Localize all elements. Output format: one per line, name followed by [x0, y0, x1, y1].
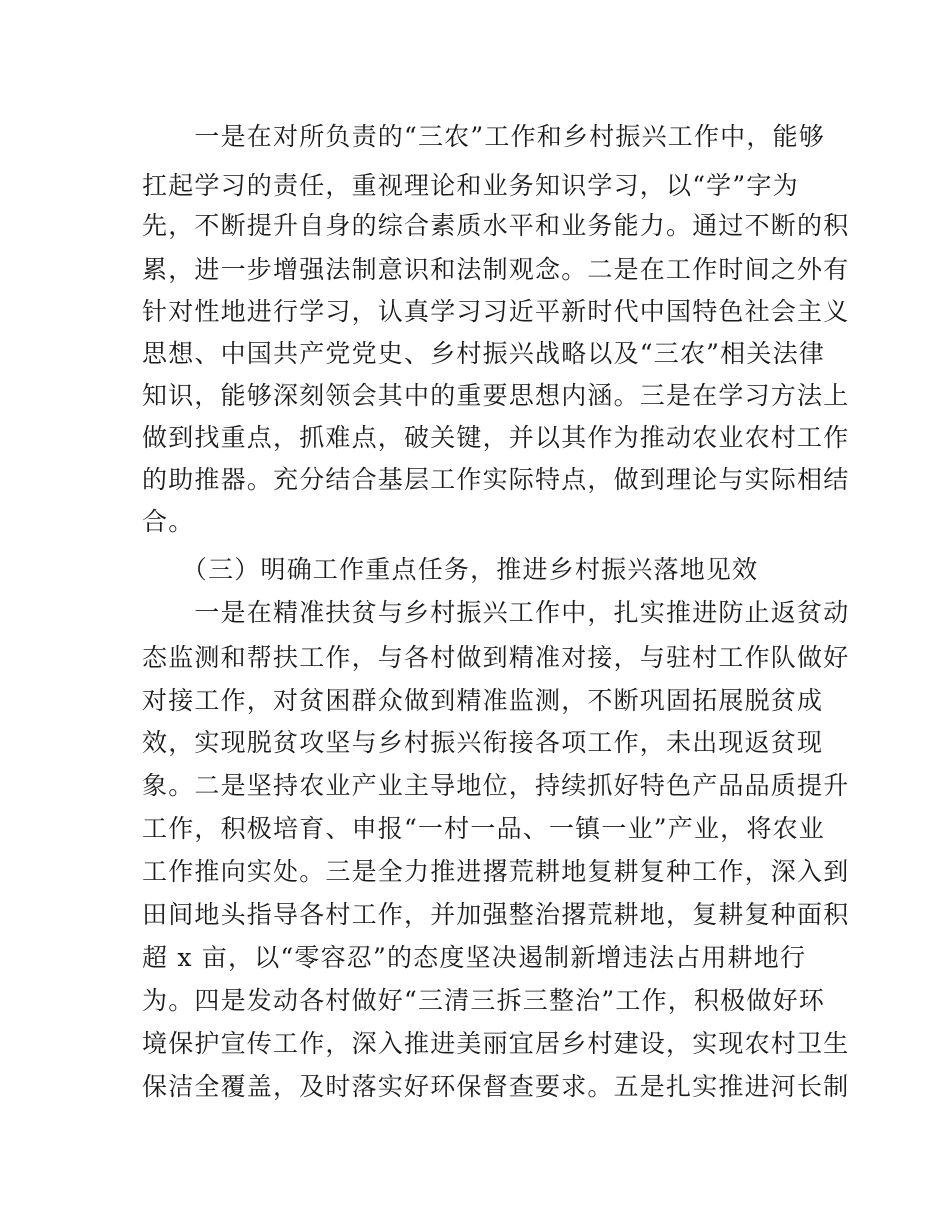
text-line: 工作，积极培育、申报“一村一品、一镇一业”产业，将农业 — [142, 814, 825, 843]
text-line: 一是在对所负责的“三农”工作和乡村振兴工作中，能够 — [142, 122, 825, 151]
text-line: 超 x 亩，以“零容忍”的态度坚决遏制新增违法占用耕地行 — [142, 943, 807, 972]
section-heading: （三）明确工作重点任务，推进乡村振兴落地见效 — [142, 555, 759, 584]
text-line: 一是在精准扶贫与乡村振兴工作中，扎实推进防止返贫动 — [142, 598, 850, 627]
text-line: 象。二是坚持农业产业主导地位，持续抓好特色产品品质提升 — [142, 771, 850, 800]
text-line: 做到找重点，抓难点，破关键，并以其作为推动农业农村工作 — [142, 423, 850, 452]
text-line: 针对性地进行学习，认真学习习近平新时代中国特色社会主义 — [142, 297, 850, 326]
text-line: 知识，能够深刻领会其中的重要思想内涵。三是在学习方法上 — [142, 381, 850, 410]
text-line: 效，实现脱贫攻坚与乡村振兴衔接各项工作，未出现返贫现 — [142, 728, 824, 757]
text-line: 为。四是发动各村做好“三清三拆三整治”工作，积极做好环 — [142, 986, 825, 1015]
text-line: 思想、中国共产党党史、乡村振兴战略以及“三农”相关法律 — [142, 339, 825, 368]
text-line: 对接工作，对贫困群众做到精准监测，不断巩固拓展脱贫成 — [142, 686, 824, 715]
text-line: 合。 — [142, 507, 195, 536]
text-line: 的助推器。充分结合基层工作实际特点，做到理论与实际相结 — [142, 465, 850, 494]
text-line: 田间地头指导各村工作，并加强整治撂荒耕地，复耕复种面积 — [142, 900, 850, 929]
text-line: 工作推向实处。三是全力推进撂荒耕地复耕复种工作，深入到 — [142, 857, 850, 886]
text-line: 保洁全覆盖，及时落实好环保督查要求。五是扎实推进河长制 — [142, 1072, 850, 1101]
text-line: 态监测和帮扶工作，与各村做到精准对接，与驻村工作队做好 — [142, 643, 850, 672]
text-line: 先，不断提升自身的综合素质水平和业务能力。通过不断的积 — [142, 211, 850, 240]
text-line: 累，进一步增强法制意识和法制观念。二是在工作时间之外有 — [142, 255, 850, 284]
text-line: 境保护宣传工作，深入推进美丽宜居乡村建设，实现农村卫生 — [142, 1029, 850, 1058]
text-line: 扛起学习的责任，重视理论和业务知识学习，以“学”字为 — [142, 171, 799, 200]
